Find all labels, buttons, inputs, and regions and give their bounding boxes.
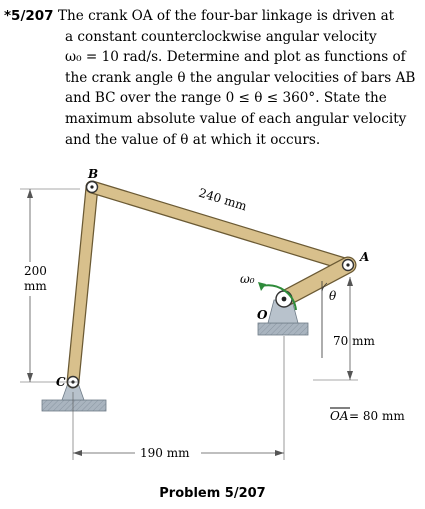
problem-line-6: maximum absolute value of each angular velocity (65, 110, 407, 127)
ground-base-o (258, 323, 308, 335)
label-theta: θ (329, 289, 337, 303)
problem-line-1: The crank OA of the four-bar linkage is driven at (57, 8, 395, 24)
oa-label: OA (330, 409, 349, 423)
label-c: C (56, 375, 66, 389)
figure-caption: Problem 5/207 (159, 486, 266, 501)
dim-bc-unit: mm (24, 279, 47, 293)
oa-value: = 80 mm (349, 409, 405, 423)
dim-70-label: 70 mm (333, 334, 375, 348)
label-a: A (360, 250, 370, 264)
label-omega: ω₀ (240, 272, 255, 286)
problem-line-4: the crank angle θ the angular velocities of bars AB (65, 69, 416, 86)
dim-ab-label: 240 mm (197, 185, 249, 214)
label-b: B (88, 167, 99, 181)
problem-line-3: ω₀ = 10 rad/s. Determine and plot as functions of (65, 49, 406, 66)
dim-bc-value: 200 (24, 264, 47, 278)
ground-base-c (42, 400, 106, 411)
problem-line-2: a constant counterclockwise angular velocity (65, 28, 377, 45)
problem-line-7: and the value of θ at which it occurs. (65, 131, 321, 148)
problem-number: *5/207 (4, 8, 54, 24)
problem-line-5: and BC over the range 0 ≤ θ ≤ 360°. State the (65, 90, 387, 107)
label-o: O (257, 308, 268, 322)
dim-190-label: 190 mm (140, 446, 190, 460)
